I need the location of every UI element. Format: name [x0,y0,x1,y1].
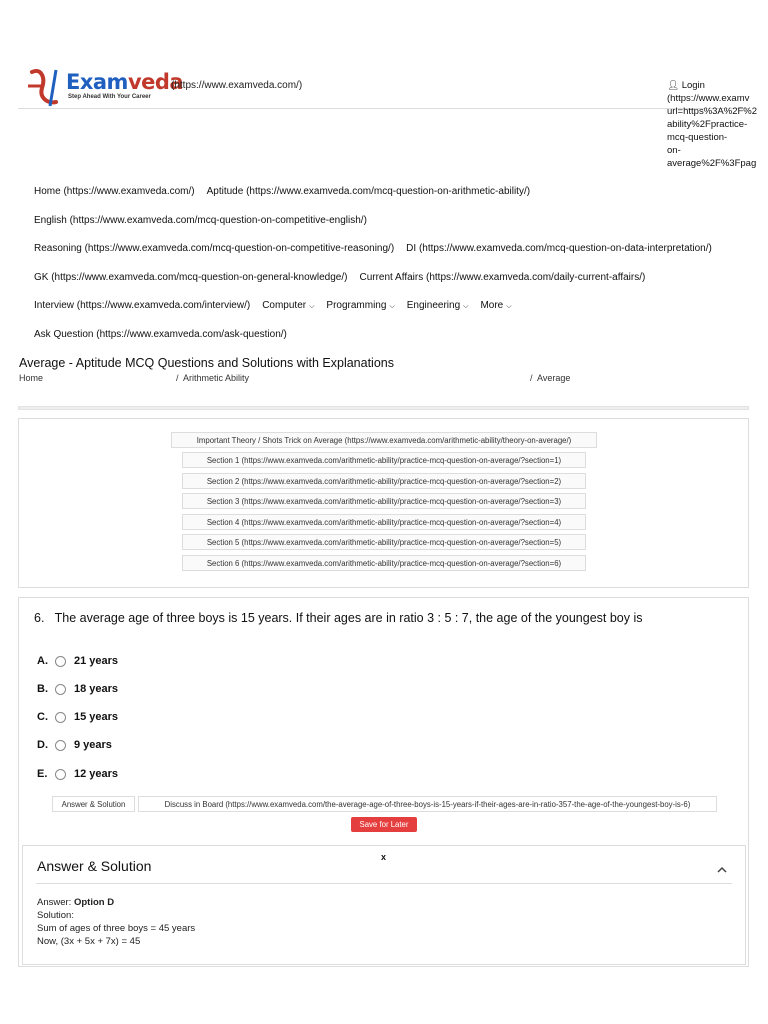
question-text [34,611,643,625]
nav-di[interactable]: DI (https://www.examveda.com/mcq-question-on-data-interpretation/) [406,243,712,254]
header-divider [18,108,750,109]
close-button[interactable]: x [381,852,387,862]
nav-row-5 [34,300,524,311]
breadcrumb-arithmetic-label: Arithmetic Ability [183,373,250,383]
logo-text-veda: veda [127,70,184,94]
option-text: 21 years [74,655,119,667]
option-b[interactable] [37,683,118,695]
option-text: 9 years [74,739,112,751]
option-letter: C. [37,711,48,723]
answer-solution-button[interactable]: Answer & Solution [52,796,135,812]
nav-programming-label: Programming [326,300,387,311]
nav-row-6 [34,329,299,340]
nav-current-affairs[interactable]: Current Affairs (https://www.examveda.com/daily-current-affairs/) [359,272,646,283]
option-text: 12 years [74,768,119,780]
answer-line [37,897,114,908]
nav-engineering[interactable] [407,300,469,311]
discuss-board-button[interactable]: Discuss in Board (https://www.examveda.com/the-average-age-of-three-boys-is-15-years-if-their-ages-are-in-ratio-357-the-age-of-the-youngest-boy-is-6) [138,796,717,812]
option-c[interactable] [37,711,118,723]
radio-button[interactable] [55,769,66,780]
breadcrumb-separator: / [530,373,533,383]
chevron-down-icon: ⌵ [389,303,395,310]
nav-row-2 [34,215,379,226]
answer-panel-divider [36,883,732,884]
nav-more-label: More [480,300,504,311]
chevron-down-icon: ⌵ [506,303,512,310]
option-letter: E. [37,768,48,780]
breadcrumb-home[interactable]: Home [19,373,44,383]
link-section-4[interactable]: Section 4 (https://www.examveda.com/arithmetic-ability/practice-mcq-question-on-average/?section=4) [182,514,586,530]
link-section-3[interactable]: Section 3 (https://www.examveda.com/arithmetic-ability/practice-mcq-question-on-average/?section=3) [182,493,586,509]
option-letter: B. [37,683,48,695]
solution-line-1: Sum of ages of three boys = 45 years [37,923,196,934]
logo-mark-icon [26,66,66,108]
option-a[interactable] [37,655,118,667]
link-section-1[interactable]: Section 1 (https://www.examveda.com/arithmetic-ability/practice-mcq-question-on-average/?section=1) [182,452,586,468]
nav-computer[interactable] [262,300,314,311]
nav-row-1 [34,186,542,197]
nav-more[interactable] [480,300,511,311]
logo-text [66,70,183,94]
question-body: The average age of three boys is 15 years. If their ages are in ratio 3 : 5 : 7, the age of the youngest boy is [54,611,643,625]
chevron-down-icon: ⌵ [463,303,469,310]
login-link[interactable] [667,79,757,170]
nav-home[interactable]: Home (https://www.examveda.com/) [34,186,195,197]
chevron-down-icon: ⌵ [309,303,315,310]
question-number: 6. [34,611,45,625]
logo-url-link[interactable]: (https://www.examveda.com/) [171,80,303,91]
option-text: 18 years [74,683,119,695]
solution-line-2: Now, (3x + 5x + 7x) = 45 [37,936,141,947]
nav-row-4 [34,272,657,283]
option-letter: A. [37,655,48,667]
link-section-6[interactable]: Section 6 (https://www.examveda.com/arithmetic-ability/practice-mcq-question-on-average/?section=6) [182,555,586,571]
page-title: Average - Aptitude MCQ Questions and Solutions with Explanations [19,356,394,370]
option-letter: D. [37,739,48,751]
radio-button[interactable] [55,684,66,695]
option-e[interactable] [37,768,118,780]
nav-gk[interactable]: GK (https://www.examveda.com/mcq-question-on-general-knowledge/) [34,272,348,283]
breadcrumb-average [530,373,570,383]
breadcrumb-separator: / [176,373,179,383]
answer-panel-title: Answer & Solution [37,858,152,874]
breadcrumb-average-label: Average [537,373,571,383]
answer-label: Answer: [37,897,74,908]
logo-tagline: Step Ahead With Your Career [68,94,151,100]
nav-aptitude[interactable]: Aptitude (https://www.examveda.com/mcq-question-on-arithmetic-ability/) [206,186,531,197]
link-section-5[interactable]: Section 5 (https://www.examveda.com/arithmetic-ability/practice-mcq-question-on-average/?section=5) [182,534,586,550]
login-text: Login (https://www.examv url=https%3A%2F%2 ability%2Fpractice- mcq-question- on- average%2F%3Fpag [667,80,757,169]
radio-button[interactable] [55,712,66,723]
content-divider [18,406,749,410]
nav-english[interactable]: English (https://www.examveda.com/mcq-question-on-competitive-english/) [34,215,367,226]
nav-ask-question[interactable]: Ask Question (https://www.examveda.com/ask-question/) [34,329,287,340]
radio-button[interactable] [55,740,66,751]
solution-label: Solution: [37,910,74,921]
save-for-later-button[interactable]: Save for Later [351,817,417,832]
nav-reasoning[interactable]: Reasoning (https://www.examveda.com/mcq-question-on-competitive-reasoning/) [34,243,395,254]
answer-value: Option D [73,897,115,908]
logo-text-exam: Exam [66,70,128,94]
option-text: 15 years [74,711,119,723]
chevron-up-icon[interactable] [716,864,728,876]
user-icon: 👤︎ [667,80,680,91]
nav-engineering-label: Engineering [406,300,461,311]
radio-button[interactable] [55,656,66,667]
link-section-2[interactable]: Section 2 (https://www.examveda.com/arithmetic-ability/practice-mcq-question-on-average/?section=2) [182,473,586,489]
nav-row-3 [34,243,724,254]
link-theory[interactable]: Important Theory / Shots Trick on Average (https://www.examveda.com/arithmetic-ability/theory-on-average/) [171,432,597,448]
nav-interview[interactable]: Interview (https://www.examveda.com/interview/) [34,300,251,311]
breadcrumb-arithmetic[interactable] [176,373,249,383]
nav-programming[interactable] [326,300,394,311]
nav-computer-label: Computer [262,300,307,311]
option-d[interactable] [37,739,112,751]
